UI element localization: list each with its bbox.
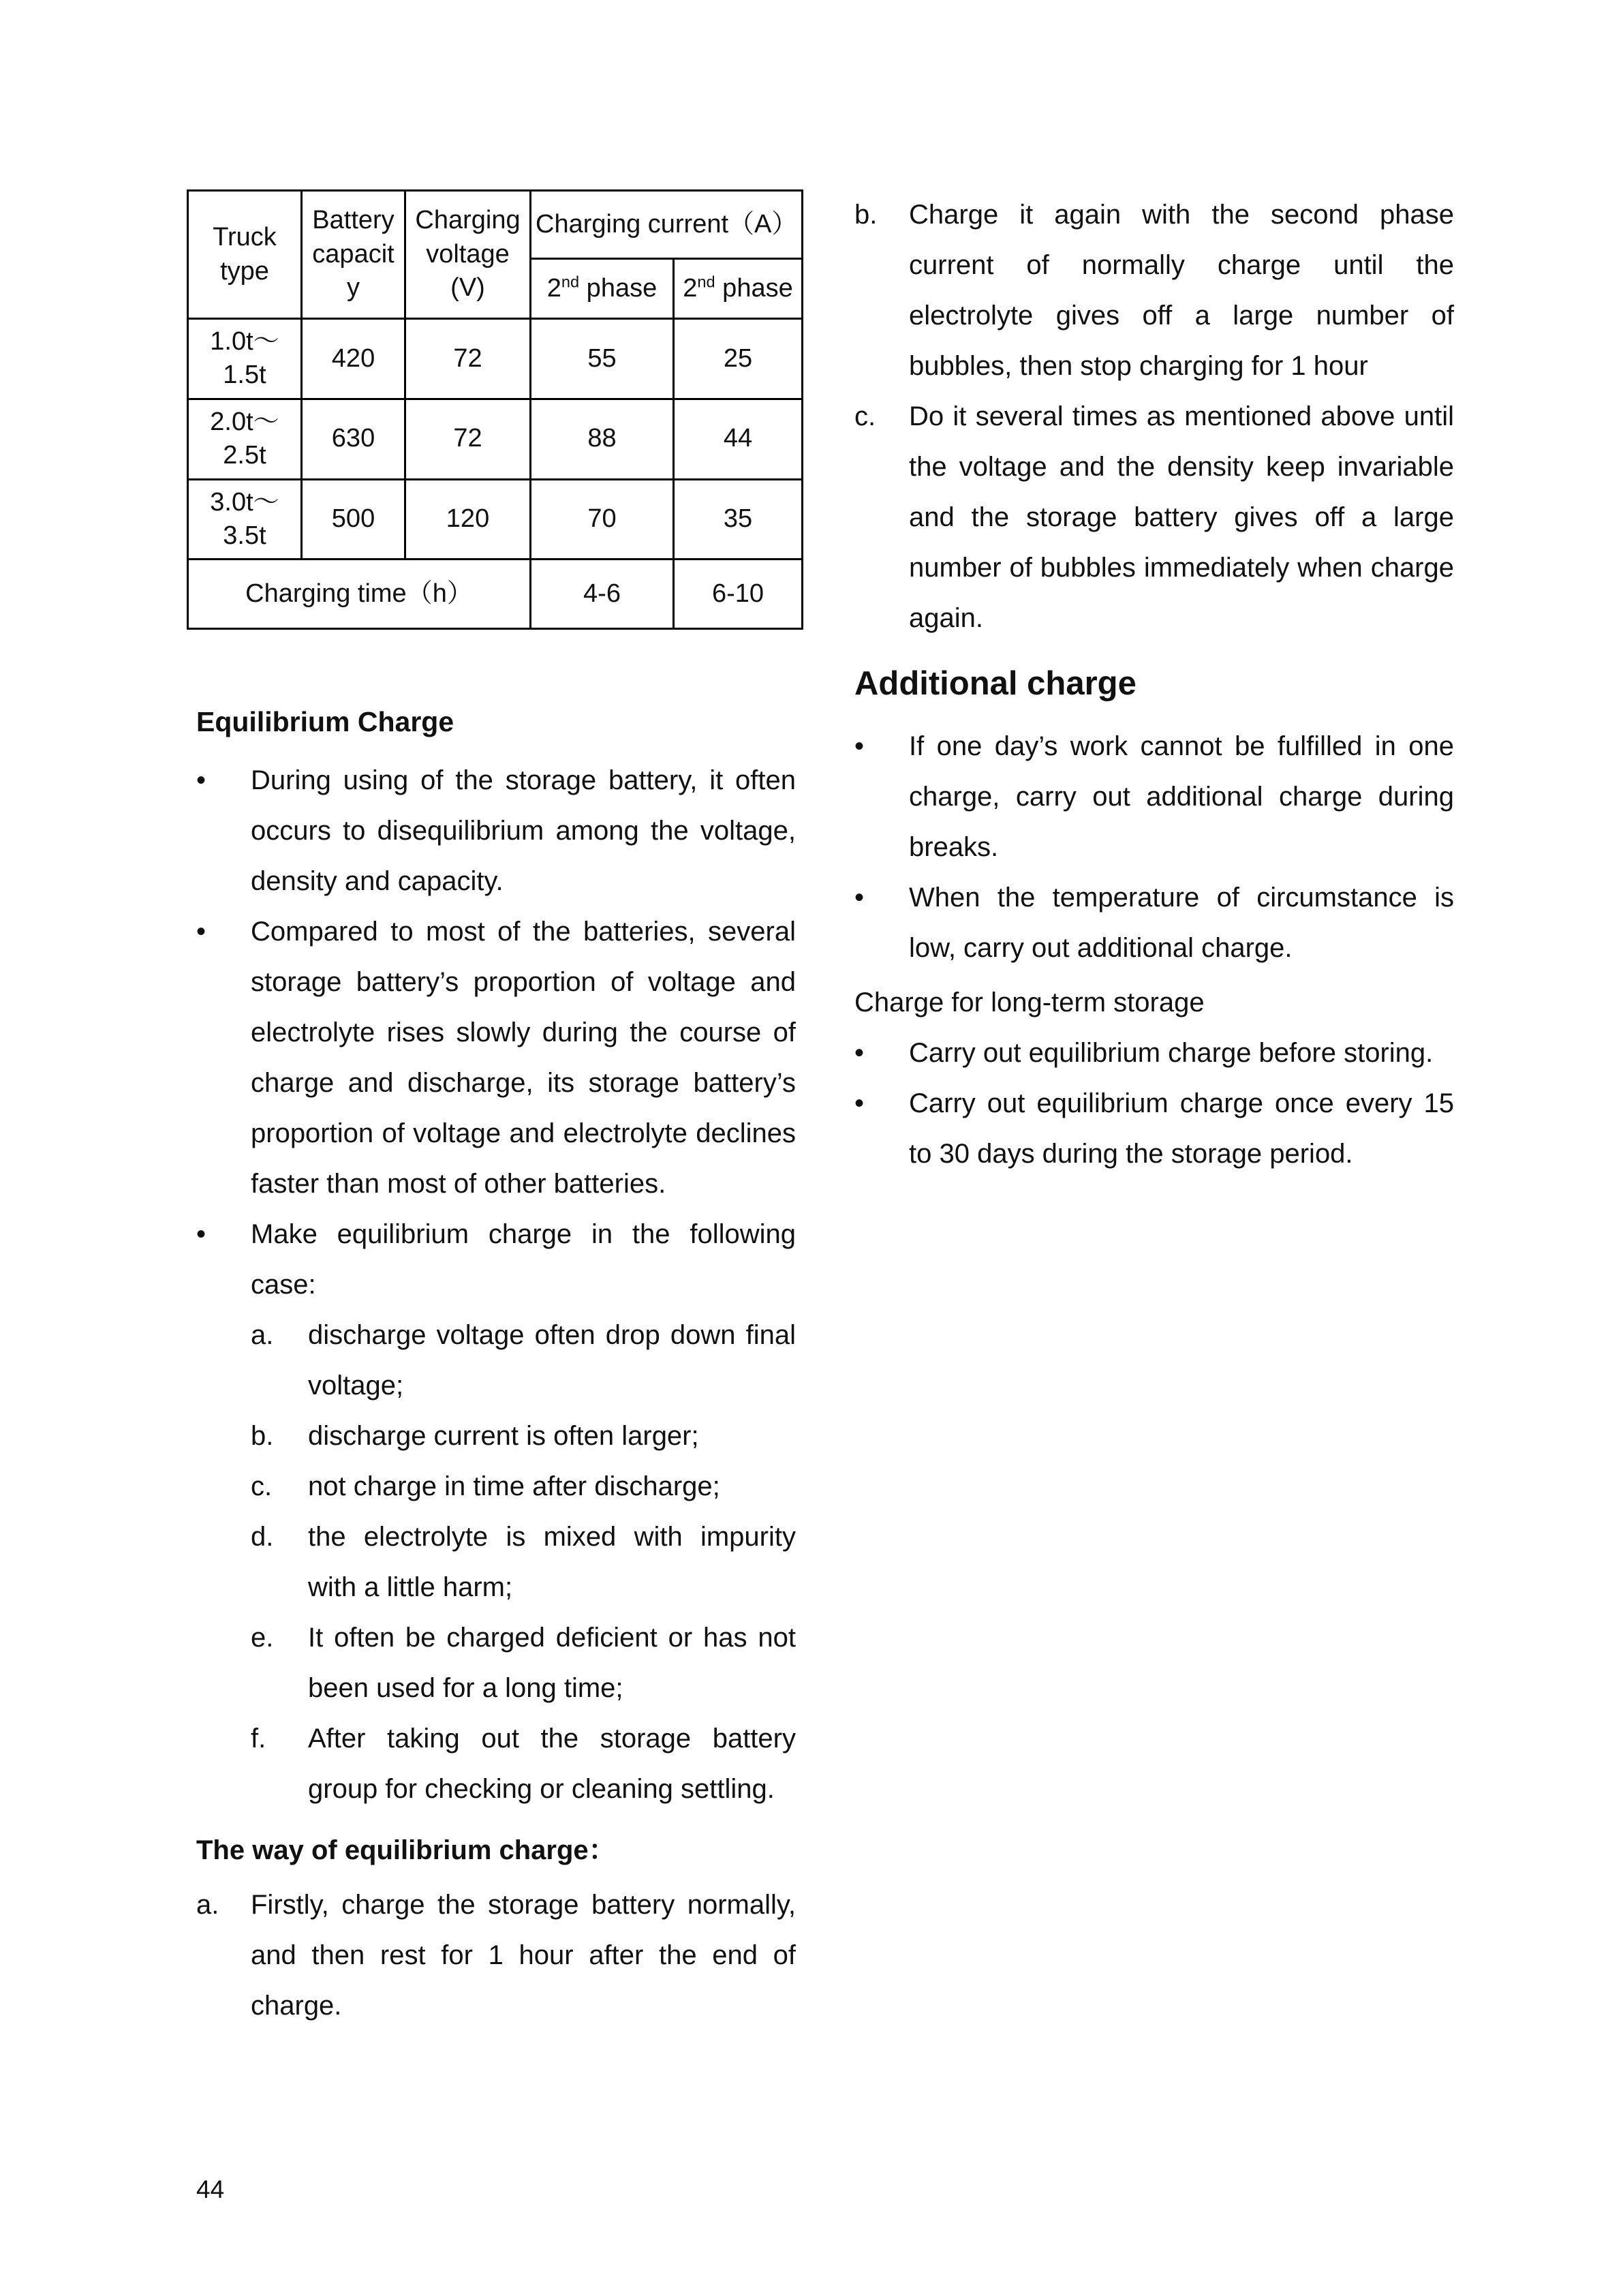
header-phase-a xyxy=(531,259,674,319)
list-item xyxy=(251,1411,796,1461)
list-item-text: When the temperature of circumstance is low, carry out additional charge. xyxy=(909,883,1454,963)
header-charging-current: Charging current（A） xyxy=(531,191,803,259)
list-item-text: If one day’s work cannot be fulfilled in one charge, carry out additional charge during breaks. xyxy=(909,731,1454,862)
phase-a-rest: phase xyxy=(579,273,658,303)
list-item xyxy=(251,1713,796,1814)
list-item xyxy=(251,1310,796,1411)
list-item-text: After taking out the storage battery group for checking or cleaning settling. xyxy=(308,1724,796,1805)
list-item xyxy=(854,721,1454,872)
equilibrium-charge-body xyxy=(196,755,796,2031)
list-item xyxy=(854,872,1454,973)
phase-b-rest: phase xyxy=(715,273,793,303)
section-heading-equilibrium-charge: Equilibrium Charge xyxy=(196,706,454,738)
header-battery-capacity: Battery capacity xyxy=(302,191,405,319)
table-row xyxy=(188,399,803,479)
letter-marker: b. xyxy=(854,200,878,230)
phase-a-sup: nd xyxy=(561,273,580,291)
letter-marker: a. xyxy=(251,1320,274,1351)
list-item-text: Carry out equilibrium charge once every 15 to 30 days during the storage period. xyxy=(909,1088,1454,1169)
list-item xyxy=(196,1209,796,1310)
list-item xyxy=(196,755,796,906)
phase-b-sup: nd xyxy=(697,273,715,291)
cell-truck-type: 2.0t～2.5t xyxy=(188,399,302,479)
cell-capacity: 630 xyxy=(302,399,405,479)
cell-phase-b: 35 xyxy=(674,479,803,560)
letter-marker: c. xyxy=(251,1471,273,1502)
table-row xyxy=(188,479,803,560)
cell-charging-time-a: 4-6 xyxy=(531,560,674,629)
list-item-text: discharge current is often larger; xyxy=(308,1421,699,1452)
list-item xyxy=(854,391,1454,643)
list-item-text: discharge voltage often drop down final voltage; xyxy=(308,1320,796,1401)
phase-b-base: 2 xyxy=(683,273,698,303)
list-item-text: Do it several times as mentioned above until the voltage and the density keep invariable and the storage battery gives off a large number of bubbles immediately when charge again. xyxy=(909,401,1454,633)
right-column xyxy=(854,189,1454,2031)
list-item-text: It often be charged deficient or has not been used for a long time; xyxy=(308,1623,796,1704)
bullet-marker: • xyxy=(196,1219,206,1250)
bullet-marker: • xyxy=(854,883,865,913)
subsection-heading-long-term-storage: Charge for long-term storage xyxy=(854,988,1205,1017)
cell-phase-b: 25 xyxy=(674,319,803,399)
subsection-heading-way-of-equilibrium-charge: The way of equilibrium charge： xyxy=(196,1835,616,1866)
list-item-text: Firstly, charge the storage battery normally, and then rest for 1 hour after the end of charge. xyxy=(251,1890,796,2021)
cell-charging-time-label: Charging time（h） xyxy=(188,560,531,629)
list-item xyxy=(251,1512,796,1612)
list-item xyxy=(854,1028,1454,1078)
table-footer-row xyxy=(188,560,803,629)
right-column-body xyxy=(854,189,1454,1179)
list-item-text: not charge in time after discharge; xyxy=(308,1471,720,1502)
table-row xyxy=(188,319,803,399)
phase-a-base: 2 xyxy=(546,273,561,303)
letter-marker: f. xyxy=(251,1724,266,1754)
header-phase-b xyxy=(674,259,803,319)
cell-capacity: 420 xyxy=(302,319,405,399)
letter-marker: c. xyxy=(854,401,876,431)
header-truck-type: Truck type xyxy=(188,191,302,319)
cell-phase-a: 70 xyxy=(531,479,674,560)
cell-capacity: 500 xyxy=(302,479,405,560)
list-item xyxy=(854,1078,1454,1179)
cell-truck-type: 1.0t～1.5t xyxy=(188,319,302,399)
list-item xyxy=(251,1612,796,1713)
list-item-text: Carry out equilibrium charge before storing. xyxy=(909,1038,1434,1068)
bullet-marker: • xyxy=(196,917,206,947)
letter-marker: b. xyxy=(251,1421,274,1452)
list-item xyxy=(251,1461,796,1512)
table-header-row-1 xyxy=(188,191,803,259)
header-charging-voltage: Charging voltage (V) xyxy=(405,191,531,319)
case-list xyxy=(251,1310,796,1814)
list-item-text: Charge it again with the second phase current of normally charge until the electrolyte gives off a large number of bubbles, then stop charging for 1 hour xyxy=(909,200,1454,381)
cell-voltage: 120 xyxy=(405,479,531,560)
list-item-text: Compared to most of the batteries, several storage battery’s proportion of voltage and electrolyte rises slowly during the course of charge and discharge, its storage battery’s proportion of voltage and electrolyte declines faster than most of other batteries. xyxy=(251,917,796,1199)
list-item-text: the electrolyte is mixed with impurity with a little harm; xyxy=(308,1522,796,1603)
list-item-text: During using of the storage battery, it often occurs to disequilibrium among the voltage, density and capacity. xyxy=(251,765,796,897)
bullet-marker: • xyxy=(854,731,865,761)
letter-marker: e. xyxy=(251,1623,274,1653)
letter-marker: d. xyxy=(251,1522,274,1552)
section-heading-additional-charge: Additional charge xyxy=(854,665,1137,702)
bullet-marker: • xyxy=(854,1088,865,1118)
list-item xyxy=(196,906,796,1209)
bullet-marker: • xyxy=(854,1038,865,1068)
left-column xyxy=(196,189,796,2031)
cell-voltage: 72 xyxy=(405,319,531,399)
cell-phase-a: 55 xyxy=(531,319,674,399)
charging-table xyxy=(187,189,803,630)
list-item xyxy=(854,189,1454,391)
cell-phase-a: 88 xyxy=(531,399,674,479)
cell-charging-time-b: 6-10 xyxy=(674,560,803,629)
cell-phase-b: 44 xyxy=(674,399,803,479)
cell-truck-type: 3.0t～3.5t xyxy=(188,479,302,560)
list-item xyxy=(196,1880,796,2031)
letter-marker: a. xyxy=(196,1890,219,1920)
cell-voltage: 72 xyxy=(405,399,531,479)
page-number: 44 xyxy=(196,2175,225,2203)
list-item-text: Make equilibrium charge in the following case: xyxy=(251,1219,796,1300)
bullet-marker: • xyxy=(196,765,206,796)
